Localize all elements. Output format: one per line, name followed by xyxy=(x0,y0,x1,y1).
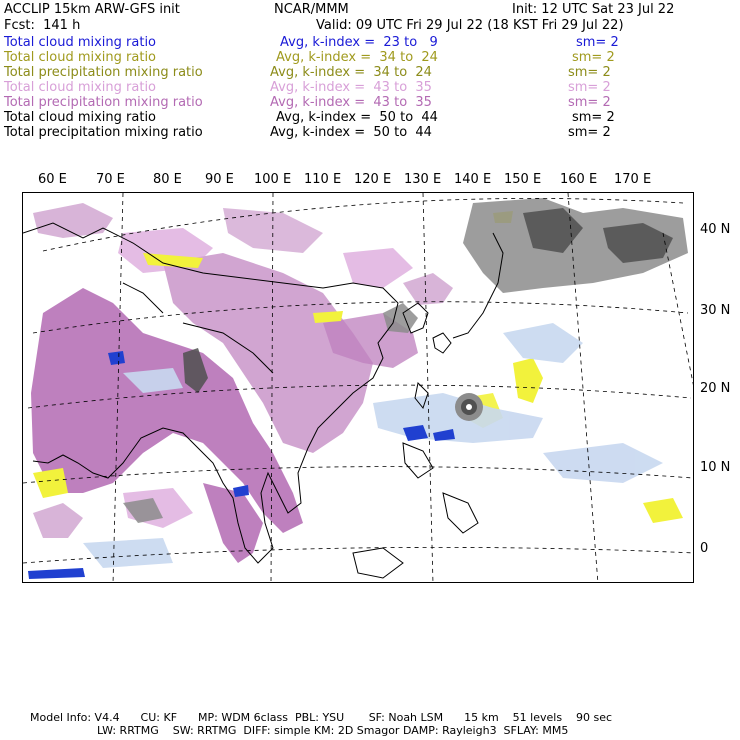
lon-label: 130 E xyxy=(404,172,442,187)
lat-label: 20 N xyxy=(700,381,731,396)
lon-label: 110 E xyxy=(304,172,342,187)
field-row-avg: Avg, k-index = 50 to 44 xyxy=(276,110,438,125)
field-row-avg: Avg, k-index = 34 to 24 xyxy=(276,50,438,65)
lon-label: 60 E xyxy=(38,172,67,187)
field-row-sm: sm= 2 xyxy=(568,125,611,140)
map-panel xyxy=(22,192,694,583)
field-row-name: Total cloud mixing ratio xyxy=(4,80,157,95)
field-row-sm: sm= 2 xyxy=(568,65,611,80)
lon-label: 170 E xyxy=(614,172,652,187)
lon-label: 140 E xyxy=(454,172,492,187)
lon-label: 150 E xyxy=(504,172,542,187)
lat-label: 30 N xyxy=(700,303,731,318)
field-row-name: Total precipitation mixing ratio xyxy=(4,95,203,110)
field-row-sm: sm= 2 xyxy=(572,50,615,65)
field-row-name: Total cloud mixing ratio xyxy=(4,110,157,125)
field-row-sm: sm= 2 xyxy=(572,110,615,125)
field-row-avg: Avg, k-index = 43 to 35 xyxy=(270,95,432,110)
valid-time: Valid: 09 UTC Fri 29 Jul 22 (18 KST Fri 29 Jul 22) xyxy=(316,18,624,33)
org-label: NCAR/MMM xyxy=(274,2,349,17)
field-row-avg: Avg, k-index = 34 to 24 xyxy=(270,65,432,80)
lat-label: 0 xyxy=(700,541,709,556)
lon-label: 160 E xyxy=(560,172,598,187)
field-row-name: Total cloud mixing ratio xyxy=(4,50,157,65)
field-row-avg: Avg, k-index = 50 to 44 xyxy=(270,125,432,140)
forecast-hour: Fcst: 141 h xyxy=(4,18,81,33)
lon-label: 120 E xyxy=(354,172,392,187)
lat-label: 10 N xyxy=(700,460,731,475)
field-row-avg: Avg, k-index = 23 to 9 xyxy=(280,35,438,50)
model-title: ACCLIP 15km ARW-GFS init xyxy=(4,2,180,17)
lon-label: 80 E xyxy=(153,172,182,187)
typhoon-icon xyxy=(455,393,483,421)
field-row-avg: Avg, k-index = 43 to 35 xyxy=(270,80,432,95)
lat-label: 40 N xyxy=(700,222,731,237)
field-row-name: Total precipitation mixing ratio xyxy=(4,125,203,140)
map-canvas xyxy=(23,193,694,583)
field-row-sm: sm= 2 xyxy=(568,95,611,110)
init-time: Init: 12 UTC Sat 23 Jul 22 xyxy=(512,2,675,17)
model-info-line2: LW: RRTMG SW: RRTMG DIFF: simple KM: 2D Smagor DAMP: Rayleigh3 SFLAY: MM5 xyxy=(97,724,569,737)
field-row-name: Total cloud mixing ratio xyxy=(4,35,157,50)
field-row-sm: sm= 2 xyxy=(576,35,619,50)
model-info-line1: Model Info: V4.4 CU: KF MP: WDM 6class PBL: YSU SF: Noah LSM 15 km 51 levels 90 sec xyxy=(30,711,613,724)
field-row-name: Total precipitation mixing ratio xyxy=(4,65,203,80)
lon-label: 70 E xyxy=(96,172,125,187)
lon-label: 90 E xyxy=(205,172,234,187)
field-row-sm: sm= 2 xyxy=(568,80,611,95)
lon-label: 100 E xyxy=(254,172,292,187)
